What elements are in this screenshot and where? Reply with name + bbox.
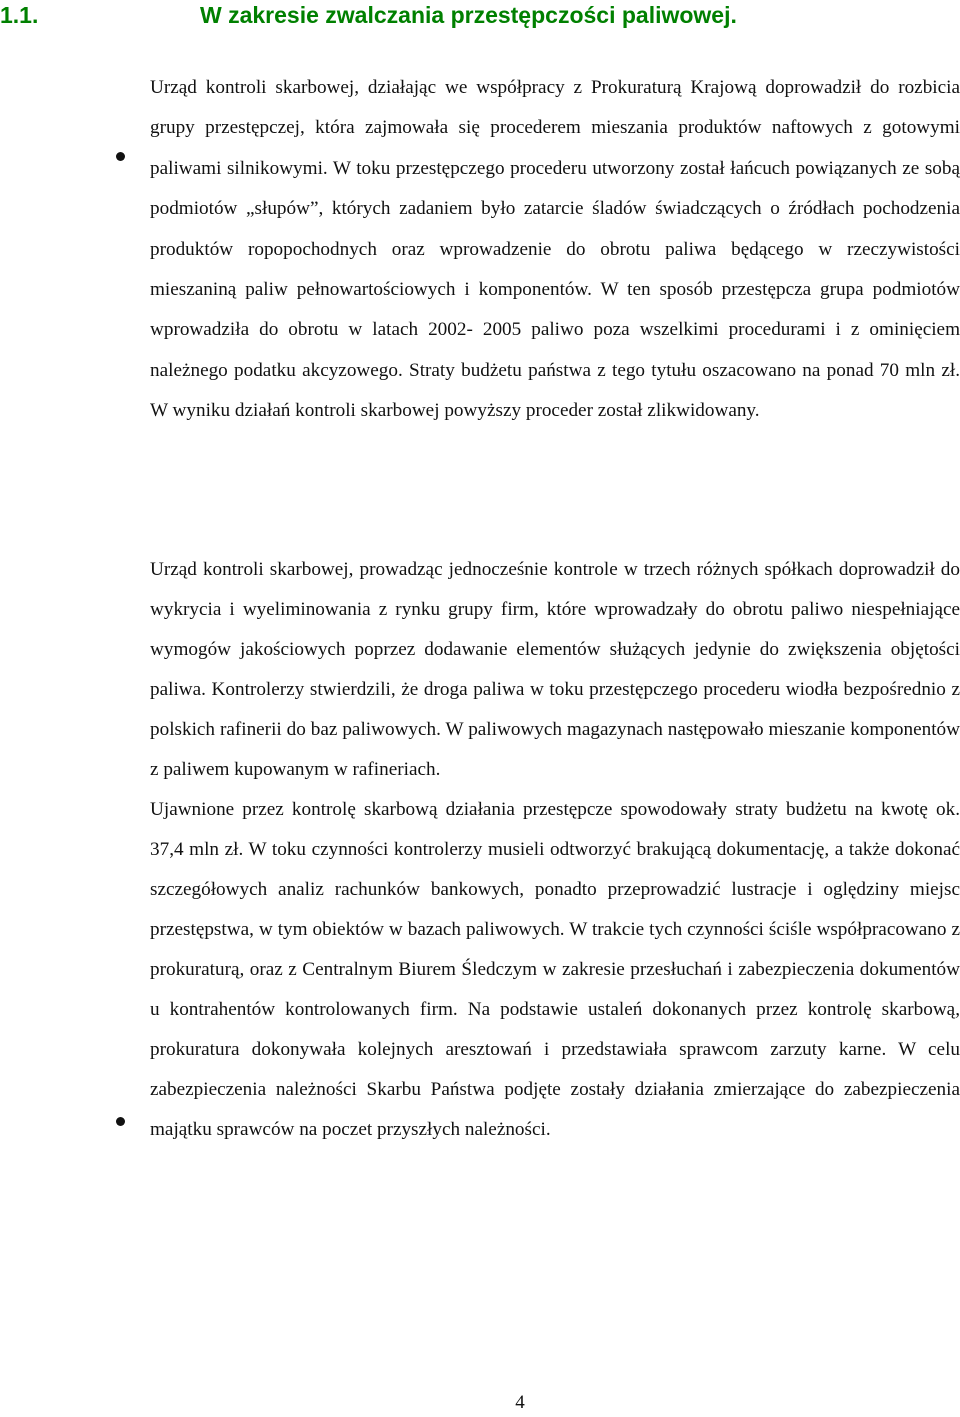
paragraph: Urząd kontroli skarbowej, działając we współpracy z Prokuraturą Krajową doprowadził do rozbicia grupy przestępczej, która zajmowała się procederem mieszania produktów naftowych z gotowymi paliwami silnikowymi. W toku przestępczego procederu utworzony został łańcuch powiązanych ze sobą podmiotów „słupów”, których zadaniem było zatarcie śladów świadczących o źródłach pochodzenia produktów ropopochodnych oraz wprowadzenie do obrotu paliwa będącego w rzeczywistości mieszaniną paliw pełnowartościowych i komponentów. W ten sposób przestępcza grupa podmiotów wprowadziła do obrotu w latach 2002- 2005 paliwo poza wszelkimi procedurami i z ominięciem należnego podatku akcyzowego. Straty budżetu państwa z tego tytułu oszacowano na ponad 70 mln zł. W wyniku działań kontroli skarbowej powyższy proceder został zlikwidowany. (150, 77, 960, 422)
section-number: 1.1. (0, 1, 39, 28)
list-item (150, 68, 960, 432)
section-heading (0, 0, 737, 30)
page-number: 4 (515, 1392, 525, 1413)
section-title: W zakresie zwalczania przestępczości paliwowej. (200, 1, 737, 28)
paragraph: Urząd kontroli skarbowej, prowadząc jednocześnie kontrole w trzech różnych spółkach doprowadził do wykrycia i wyeliminowania z rynku grupy firm, które wprowadzały do obrotu paliwo niespełniające wymogów jakościowych poprzez dodawanie elementów służących jedynie do zwiększenia objętości paliwa. Kontrolerzy stwierdzili, że droga paliwa w toku przestępczego procederu wiodła bezpośrednio z polskich rafinerii do baz paliwowych. W paliwowych magazynach następowało mieszanie komponentów z paliwem kupowanym w rafineriach. (150, 559, 960, 780)
paragraph: Ujawnione przez kontrolę skarbową działania przestępcze spowodowały straty budżetu na kwotę ok. 37,4 mln zł. W toku czynności kontrolerzy musieli odtworzyć brakującą dokumentację, a także dokonać szczegółowych analiz rachunków bankowych, ponadto przeprowadzić lustracje i oględziny miejsc przestępstwa, w tym obiektów w bazach paliwowych. W trakcie tych czynności ściśle współpracowano z prokuraturą, oraz z Centralnym Biurem Śledczym w zakresie przesłuchań i zabezpieczenia dokumentów u kontrahentów kontrolowanych firm. Na podstawie ustaleń dokonanych przez kontrolę skarbową, prokuratura dokonywała kolejnych aresztowań i przedstawiała sprawcom zarzuty karne. W celu zabezpieczenia należności Skarbu Państwa podjęte zostały działania zmierzające do zabezpieczenia majątku sprawców na poczet przyszłych należności. (150, 799, 960, 1140)
bullet-icon (116, 1117, 125, 1126)
bullet-icon (116, 152, 125, 161)
list-item (150, 550, 960, 1150)
